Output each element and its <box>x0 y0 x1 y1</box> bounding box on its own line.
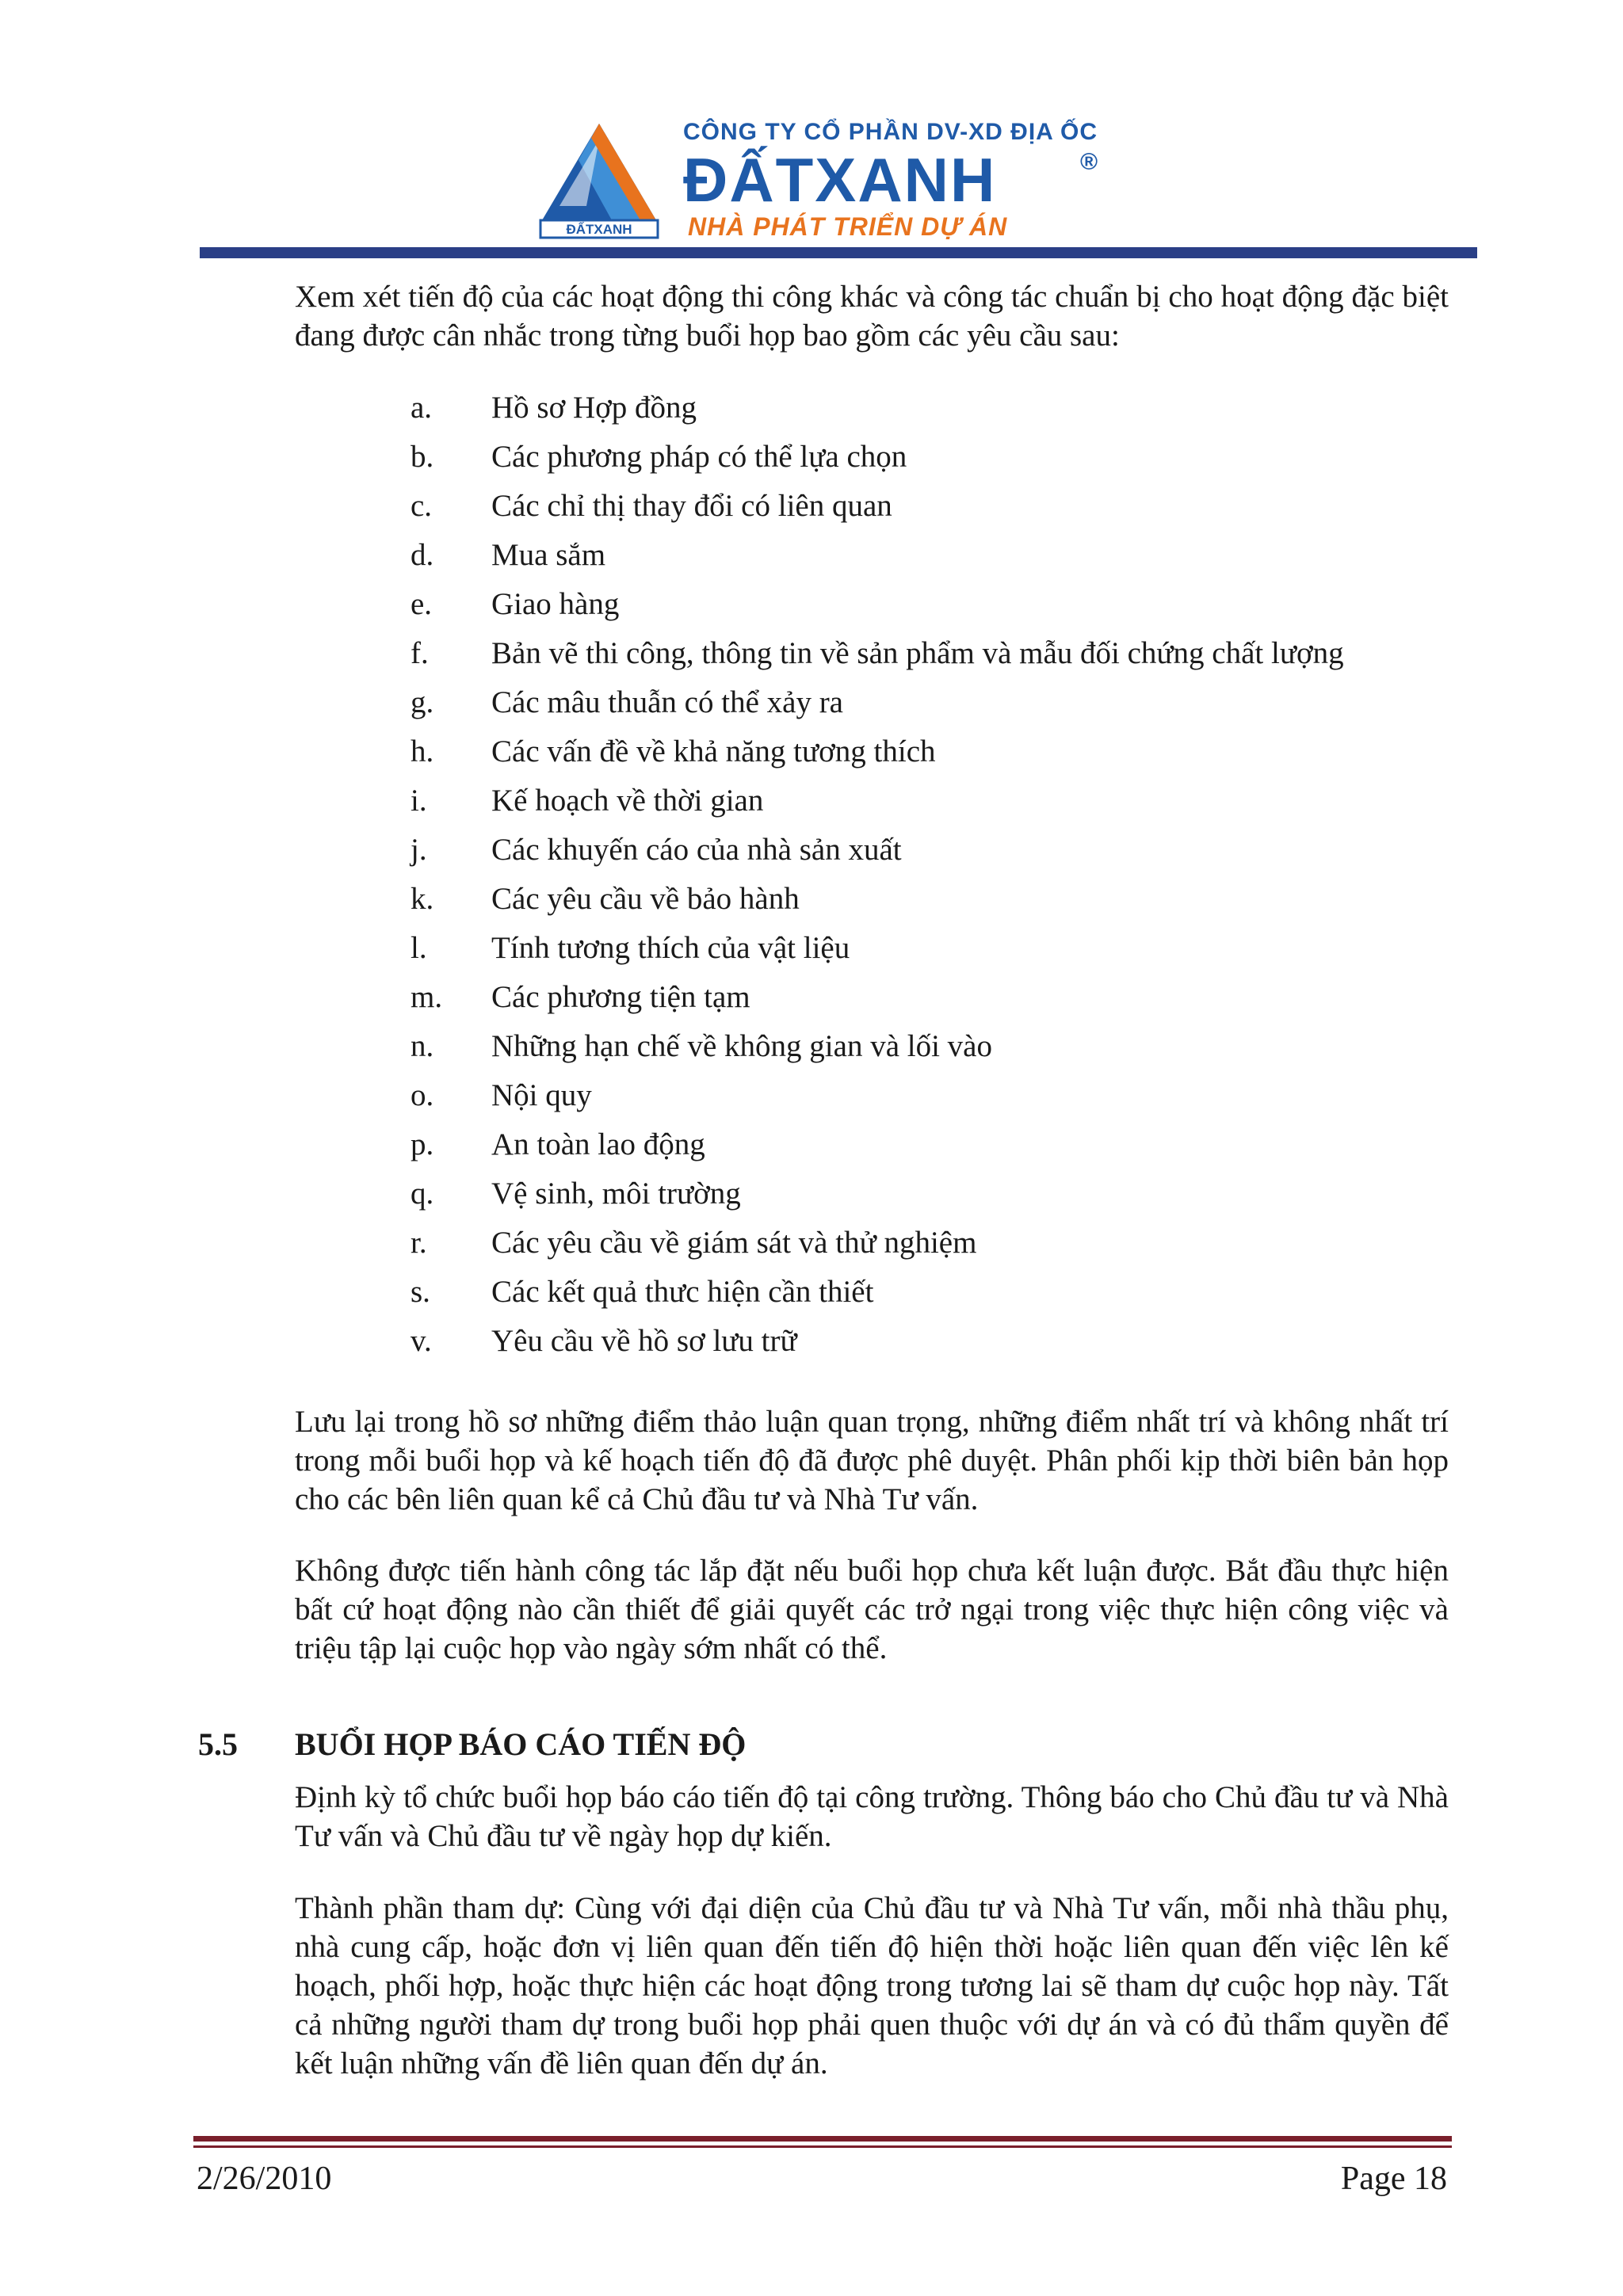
list-item-text: Các chỉ thị thay đổi có liên quan <box>491 489 892 523</box>
list-marker: a. <box>411 391 433 425</box>
footer-divider <box>193 2136 1452 2142</box>
company-logo-icon <box>536 119 663 239</box>
list-item-text: Các yêu cầu về giám sát và thử nghiệm <box>491 1226 977 1260</box>
list-marker: c. <box>411 489 433 523</box>
minutes-paragraph: Lưu lại trong hồ sơ những điểm thảo luận quan trọng, những điểm nhất trí và không nhất trí trong mỗi buổi họp và kế hoạch tiến độ đã được phê duyệt. Phân phối kịp thời biên bản họp cho các bên liên quan kể cả Chủ đầu tư và Nhà Tư vấn. <box>295 1405 1449 1516</box>
list-item-text: Mua sắm <box>491 538 606 572</box>
footer-date: 2/26/2010 <box>197 2161 332 2197</box>
brand-name: ĐẤTXANH <box>683 145 997 215</box>
logo-wordmark: ĐẤTXANH <box>566 222 632 237</box>
list-item-text: Các yêu cầu về bảo hành <box>491 882 800 916</box>
section-number: 5.5 <box>198 1726 238 1762</box>
list-marker: n. <box>411 1029 434 1063</box>
list-item-text: Giao hàng <box>491 587 620 621</box>
section-title: BUỔI HỌP BÁO CÁO TIẾN ĐỘ <box>295 1726 747 1762</box>
list-marker: g. <box>411 685 434 719</box>
list-marker: j. <box>411 833 427 867</box>
list-item-text: Các mâu thuẫn có thể xảy ra <box>491 685 843 719</box>
list-item-text: Các phương tiện tạm <box>491 980 750 1014</box>
periodic-meeting-paragraph: Định kỳ tổ chức buổi họp báo cáo tiến độ tại công trường. Thông báo cho Chủ đầu tư và Nhà Tư vấn và Chủ đầu tư về ngày họp dự kiến. <box>295 1780 1449 1853</box>
list-item-text: Nội quy <box>491 1078 592 1112</box>
header-divider <box>200 247 1477 258</box>
list-marker: o. <box>411 1078 434 1112</box>
list-item-text: Những hạn chế về không gian và lối vào <box>491 1029 992 1063</box>
list-marker: e. <box>411 587 433 621</box>
list-item-text: Kế hoạch về thời gian <box>491 784 764 818</box>
list-item-text: Các kết quả thưc hiện cần thiết <box>491 1275 874 1309</box>
list-item-text: Các phương pháp có thể lựa chọn <box>491 440 907 474</box>
list-item-text: Các khuyến cáo của nhà sản xuất <box>491 833 902 867</box>
page-number: Page 18 <box>1340 2161 1447 2197</box>
list-item-text: Hồ sơ Hợp đồng <box>491 391 697 425</box>
list-item-text: An toàn lao động <box>491 1127 705 1161</box>
list-item-text: Vệ sinh, môi trường <box>491 1177 741 1211</box>
list-marker: b. <box>411 440 434 474</box>
company-name-line: CÔNG TY CỔ PHẦN DV-XD ĐỊA ỐC <box>683 119 1098 145</box>
list-item-text: Tính tương thích của vật liệu <box>491 931 850 965</box>
list-marker: i. <box>411 784 427 818</box>
brand-tagline: NHÀ PHÁT TRIỂN DỰ ÁN <box>688 212 1008 241</box>
list-marker: h. <box>411 734 434 769</box>
installation-paragraph: Không được tiến hành công tác lắp đặt nếu buổi họp chưa kết luận được. Bắt đầu thực hiện bất cứ hoạt động nào cần thiết để giải quyết các trở ngại trong việc thực hiện công việc và triệu tập lại cuộc họp vào ngày sớm nhất có thể. <box>295 1554 1449 1665</box>
list-marker: l. <box>411 931 427 965</box>
list-marker: d. <box>411 538 434 572</box>
list-marker: q. <box>411 1177 434 1211</box>
attendees-paragraph: Thành phần tham dự: Cùng với đại diện của Chủ đầu tư và Nhà Tư vấn, mỗi nhà thầu phụ, nhà cung cấp, hoặc đơn vị liên quan đến tiến độ hiện thời hoặc liên quan đến việc lên kế hoạch, phối hợp, hoặc thực hiện các hoạt động trong tương lai sẽ tham dự cuộc họp này. Tất cả những người tham dự trong buổi họp phải quen thuộc với dự án và có đủ thẩm quyền để kết luận những vấn đề liên quan đến dự án. <box>295 1891 1449 2081</box>
list-item-text: Bản vẽ thi công, thông tin về sản phẩm và mẫu đối chứng chất lượng <box>491 636 1344 670</box>
list-marker: m. <box>411 980 443 1014</box>
intro-paragraph: Xem xét tiến độ của các hoạt động thi công khác và công tác chuẩn bị cho hoạt động đặc biệt đang được cân nhắc trong từng buổi họp bao gồm các yêu cầu sau: <box>295 280 1449 353</box>
page-header <box>0 0 1623 261</box>
list-item-text: Các vấn đề về khả năng tương thích <box>491 734 936 769</box>
list-marker: r. <box>411 1226 427 1260</box>
list-marker: f. <box>411 636 429 670</box>
list-item-text: Yêu cầu về hồ sơ lưu trữ <box>491 1324 797 1358</box>
list-marker: p. <box>411 1127 434 1161</box>
list-marker: s. <box>411 1275 430 1309</box>
list-marker: k. <box>411 882 434 916</box>
registered-mark: ® <box>1080 149 1098 175</box>
list-marker: v. <box>411 1324 432 1358</box>
footer-divider-thin <box>193 2145 1452 2148</box>
